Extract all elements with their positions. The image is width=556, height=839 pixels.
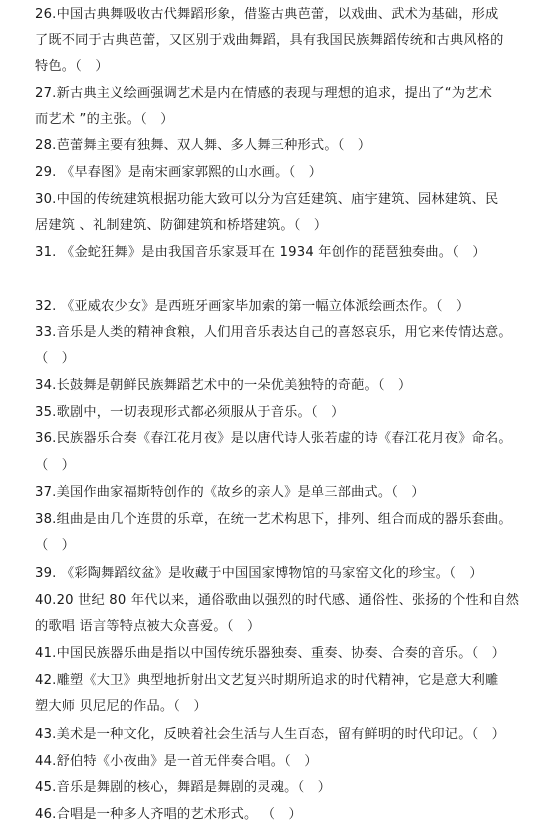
- question-27-line-2: 而艺术 ”的主张。（ ）: [35, 112, 174, 127]
- question-28-line-1: 28.芭蕾舞主要有独舞、双人舞、多人舞三种形式。（ ）: [35, 138, 372, 153]
- question-45-line-1: 45.音乐是舞剧的核心，舞蹈是舞剧的灵魂。（ ）: [35, 780, 332, 795]
- question-26-line-1: 26.中国古典舞吸收古代舞蹈形象，借鉴古典芭蕾，以戏曲、武术为基础，形成: [35, 7, 499, 22]
- question-31-line-1: 31. 《金蛇狂舞》是由我国音乐家聂耳在 1934 年创作的琵琶独奏曲。（ ）: [35, 245, 486, 260]
- question-38-line-2: （ ）: [35, 538, 76, 553]
- question-27-line-1: 27.新古典主义绘画强调艺术是内在情感的表现与理想的追求，提出了“为艺术: [35, 86, 493, 101]
- question-42-line-2: 塑大师 贝尼尼的作品。（ ）: [35, 699, 207, 714]
- question-33-line-1: 33.音乐是人类的精神食粮，人们用音乐表达自己的喜怒哀乐，用它来传情达意。: [35, 325, 512, 340]
- question-40-line-2: 的歌唱 语言等特点被大众喜爱。（ ）: [35, 619, 261, 634]
- question-46-line-1: 46.合唱是一种多人齐唱的艺术形式。 （ ）: [35, 807, 302, 822]
- question-38-line-1: 38.组曲是由几个连贯的乐章，在统一艺术构思下，排列、组合而成的器乐套曲。: [35, 512, 512, 527]
- question-39-line-1: 39. 《彩陶舞蹈纹盆》是收藏于中国国家博物馆的马家窑文化的珍宝。（ ）: [35, 566, 483, 581]
- question-41-line-1: 41.中国民族器乐曲是指以中国传统乐器独奏、重奏、协奏、合奏的音乐。（ ）: [35, 646, 506, 661]
- question-26-line-3: 特色。（ ）: [35, 59, 109, 74]
- question-42-line-1: 42.雕塑《大卫》典型地折射出文艺复兴时期所追求的时代精神，它是意大利雕: [35, 673, 499, 688]
- question-26-line-2: 了既不同于古典芭蕾，又区别于戏曲舞蹈，具有我国民族舞蹈传统和古典风格的: [35, 33, 504, 48]
- question-33-line-2: （ ）: [35, 351, 76, 366]
- question-44-line-1: 44.舒伯特《小夜曲》是一首无伴奏合唱。（ ）: [35, 754, 318, 769]
- question-32-line-1: 32. 《亚威农少女》是西班牙画家毕加索的第一幅立体派绘画杰作。（ ）: [35, 299, 470, 314]
- question-30-line-1: 30.中国的传统建筑根据功能大致可以分为宫廷建筑、庙宇建筑、园林建筑、民: [35, 192, 499, 207]
- question-43-line-1: 43.美术是一种文化，反映着社会生活与人生百态，留有鲜明的时代印记。（ ）: [35, 727, 506, 742]
- question-37-line-1: 37.美国作曲家福斯特创作的《故乡的亲人》是单三部曲式。（ ）: [35, 485, 425, 500]
- question-29-line-1: 29. 《早春图》是南宋画家郭熙的山水画。（ ）: [35, 165, 323, 180]
- question-34-line-1: 34.长鼓舞是朝鲜民族舞蹈艺术中的一朵优美独特的奇葩。（ ）: [35, 378, 412, 393]
- question-36-line-2: （ ）: [35, 458, 76, 473]
- question-40-line-1: 40.20 世纪 80 年代以来，通俗歌曲以强烈的时代感、通俗性、张扬的个性和自然: [35, 593, 520, 608]
- question-30-line-2: 居建筑 、礼制建筑、防御建筑和桥塔建筑。（ ）: [35, 218, 328, 233]
- question-36-line-1: 36.民族器乐合奏《春江花月夜》是以唐代诗人张若虚的诗《春江花月夜》命名。: [35, 431, 512, 446]
- question-35-line-1: 35.歌剧中，一切表现形式都必须服从于音乐。（ ）: [35, 405, 345, 420]
